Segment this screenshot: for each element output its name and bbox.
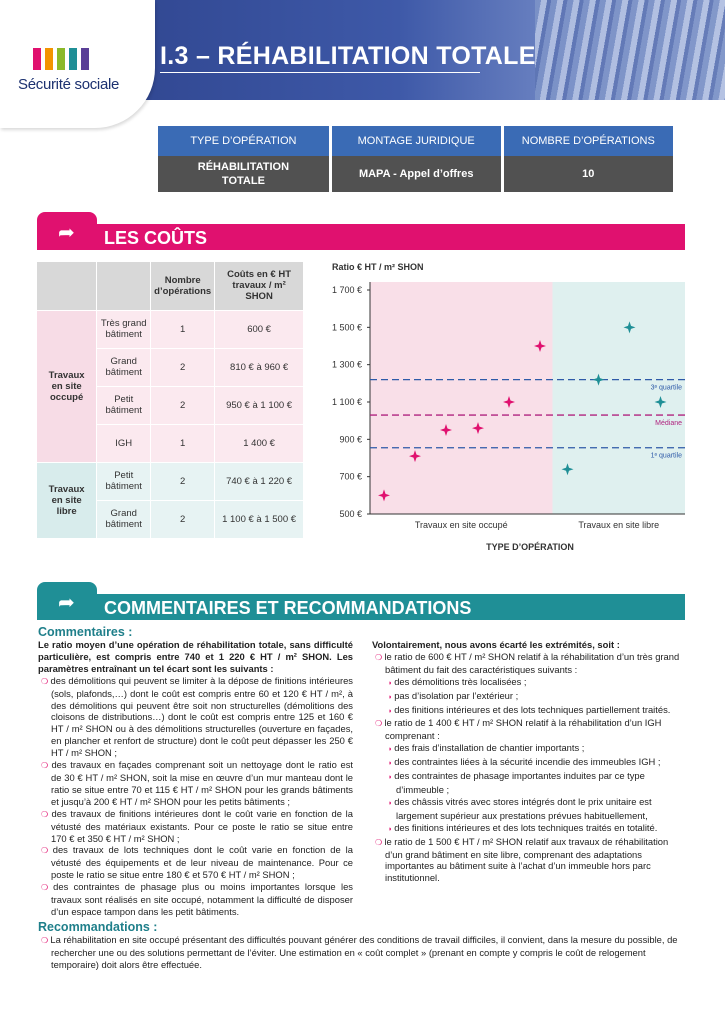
reference-label: 3ᵉ quartile [650,384,682,392]
comment-item: ❍ des travaux de finitions intérieures dont le coût varie en fonction de la vétusté des matériaux existants. Pour ce poste le ratio se situe entre 170 € et 350 € HT / m² SHON ; [38,808,353,845]
y-tick-label: 700 € [339,471,362,482]
excluded-sublist [372,742,688,835]
excluded-subitem: ◗ des finitions intérieures et des lots techniques partiellement traités. [372,704,688,718]
x-tick-label: Travaux en site occupé [414,520,508,530]
row-count: 2 [151,462,215,500]
op-cell-montage: MAPA - Appel d’offres [332,156,501,192]
page-title: I.3 – RÉHABILITATION TOTALE [160,42,536,70]
arrow-right-icon: ➦ [58,592,75,614]
recommendations-text: ❍ La réhabilitation en site occupé présentant des difficultés pouvant générer des conditions de travail difficiles, il convient, dans la mesure du possible, de rechercher une ou des solutions permettant de l’éviter. Une estimation en « coût complet » (prenant en compte y compris le coût de relogement temporaire) doit alors être effectuée. [38,934,688,971]
cost-header-cost: Coûts en € HT travaux / m² SHON [215,262,304,310]
comment-item: ❍ des contraintes de phasage plus ou moins importantes lorsque les travaux sont réalisés en site occupé, notamment la difficulté de disposer d’un espace tampon dans les petit bâtiments. [38,881,353,918]
cost-ratio-chart [320,258,690,558]
op-cell-type: RÉHABILITATION TOTALE [158,156,329,192]
recommendations-heading: Recommandations : [38,920,158,934]
title-rule [160,72,480,73]
row-count: 1 [151,424,215,462]
recommendations-block [38,934,688,971]
logo [0,0,155,128]
op-header-nombre: NOMBRE D’OPÉRATIONS [504,126,673,156]
excluded-subitem: ◗ des finitions intérieures et des lots techniques traités en totalité. [372,822,688,836]
reference-label: Médiane [655,420,682,428]
comments-heading: Commentaires : [38,625,133,639]
costs-section-title: LES COÛTS [104,228,208,248]
row-cost: 1 100 € à 1 500 € [215,500,304,538]
excluded-subitem: ◗ des frais d’installation de chantier importants ; [372,742,688,756]
op-header-montage: MONTAGE JURIDIQUE [332,126,501,156]
excluded-subitem: ◗ des démolitions très localisées ; [372,676,688,690]
row-count: 2 [151,348,215,386]
y-tick-label: 1 100 € [331,397,362,407]
chart-title: Ratio € HT / m² SHON [332,262,424,272]
row-type: IGH [97,424,151,462]
row-cost: 740 € à 1 220 € [215,462,304,500]
reference-label: 1ᵉ quartile [650,452,682,460]
excluded-subitem: ◗ des contraintes de phasage importantes induites par ce type d’immeuble ; [372,770,688,796]
excluded-item: ❍ le ratio de 600 € HT / m² SHON relatif à la réhabilitation d’un très grand bâtiment du fait des caractéristiques suivants : [372,651,688,676]
logo-text: Sécurité sociale [18,76,120,93]
op-header-type: TYPE D’OPÉRATION [158,126,329,156]
excluded-item: ❍ le ratio de 1 400 € HT / m² SHON relatif à la réhabilitation d’un IGH comprenant : [372,717,688,742]
comment-item: ❍ des travaux de lots techniques dont le coût varie en fonction de la vétusté des équipements et de leur niveau de maintenance. Pour ce poste le ratio se situe entre 180 € et 570 € HT / m² SHON ; [38,844,353,881]
comments-list [38,675,353,918]
row-cost: 950 € à 1 100 € [215,386,304,424]
row-count: 2 [151,500,215,538]
row-count: 1 [151,310,215,348]
op-cell-nombre: 10 [504,156,673,192]
excluded-list [372,651,688,884]
occupied-region [370,282,553,514]
excluded-subitem: ◗ des contraintes liées à la sécurité incendie des immeubles IGH ; [372,756,688,770]
excluded-item: ❍ le ratio de 1 500 € HT / m² SHON relatif aux travaux de réhabilitation d’un grand bâtiment en site libre, comprenant des adaptations importantes au bâtiment suite à l’achat d’un immeuble hors parc institutionnel. [372,836,688,885]
operation-table [155,126,676,192]
comment-item: ❍ des travaux en façades comprenant soit un nettoyage dont le ratio est de 30 € HT / m² SHON, soit la mise en œuvre d’un mur manteau dont le ratio se situe entre 70 et 115 € HT / m² SHON pour les grands bâtiments et jusqu’à 200 € HT / m² SHON pour les petits bâtiments ; [38,759,353,808]
free-region [553,282,686,514]
y-tick-label: 500 € [339,509,362,519]
comments-right-column [372,639,688,884]
excluded-subitem: ◗ pas d’isolation par l’extérieur ; [372,690,688,704]
group-label-free: Travaux en site libre [37,462,97,538]
y-tick-label: 900 € [339,434,362,445]
row-type: Très grand bâtiment [97,310,151,348]
y-tick-label: 1 300 € [331,359,362,370]
excluded-sublist [372,676,688,718]
row-count: 2 [151,386,215,424]
row-cost: 1 400 € [215,424,304,462]
comment-item: ❍ des démolitions qui peuvent se limiter à la dépose de finitions intérieures (sols, plafonds,…) dont le coût est compris entre 60 et 120 € HT / m², à des démolitions qui peuvent être soit non structurelles (démolitions des cloisons de distributions…) dont le coût est compris entre 125 et 160 € HT / m² SHON ou à des démolitions structurelles (ouverture en façades, en plancher et renfort de structure) dont le coût peut dépasser les 250 € HT / m² SHON ; [38,675,353,759]
comments-intro: Le ratio moyen d’une opération de réhabilitation totale, sans difficulté particulière, est compris entre 740 et 1 220 € HT / m² SHON. Les paramètres entraînant un tel écart sont les suivants : [38,639,353,674]
row-cost: 600 € [215,310,304,348]
cost-header-count: Nombre d’opérations [151,262,215,310]
comments-right-intro: Volontairement, nous avons écarté les extrémités, soit : [372,639,620,650]
arrow-right-icon: ➦ [58,222,75,244]
row-cost: 810 € à 960 € [215,348,304,386]
comments-left-column [38,639,353,918]
row-type: Petit bâtiment [97,462,151,500]
group-label-occupied: Travaux en site occupé [37,310,97,462]
y-tick-label: 1 700 € [331,285,362,295]
x-axis-label: TYPE D’OPÉRATION [486,542,574,552]
row-type: Grand bâtiment [97,500,151,538]
comments-section-title: COMMENTAIRES ET RECOMMANDATIONS [104,598,472,618]
cost-table [37,262,304,539]
y-tick-label: 1 500 € [331,322,362,333]
row-type: Grand bâtiment [97,348,151,386]
excluded-subitem: ◗ des châssis vitrés avec stores intégrés dont le prix unitaire est largement supérieur aux prestations prévues habituellement, [372,796,688,822]
row-type: Petit bâtiment [97,386,151,424]
building-photo [535,0,725,100]
x-tick-label: Travaux en site libre [578,520,660,530]
